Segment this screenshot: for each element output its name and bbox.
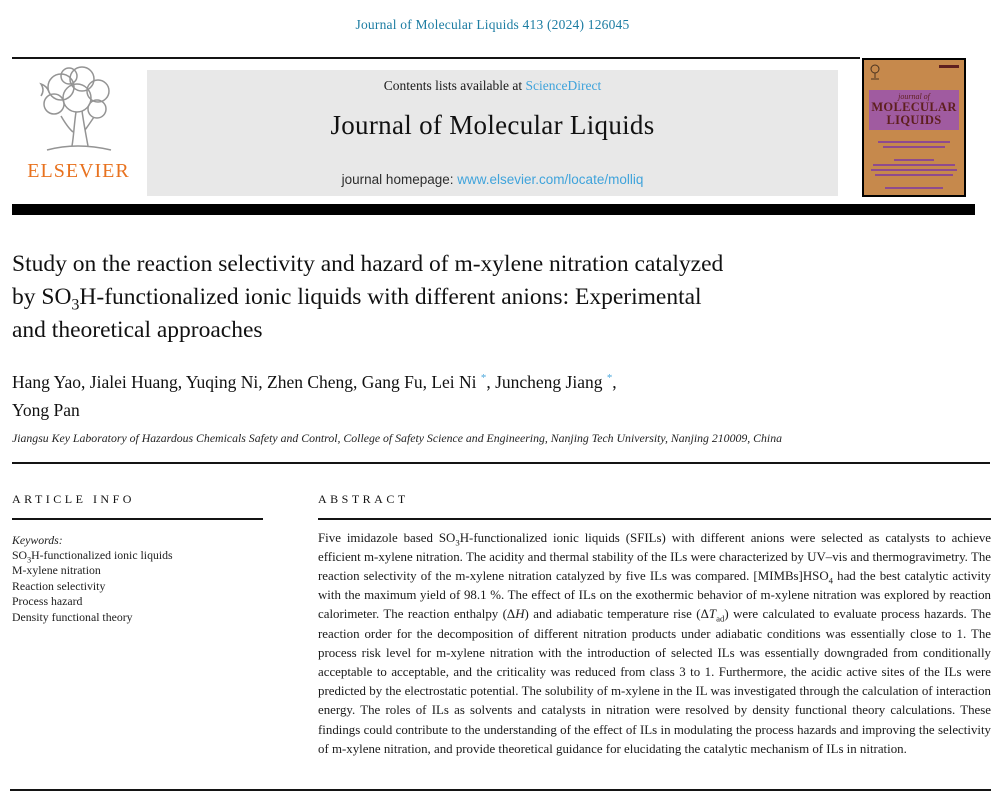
page-bottom-divider (10, 789, 991, 791)
cover-tree-emblem-icon (869, 64, 881, 80)
cover-editors-bars (864, 156, 964, 176)
abstract-text: Five imidazole based $SO_3H$-functionalized ionic liquids (SFILs) with different anions were selected as catalysts to achieve efficient m-xylene nitration. The acidity and thermal stability of the ILs were characterized by UV–vis and thermogravimetry. The reaction selectivity of the m-xylene nitration catalyzed by five ILs was compared. $[MIMBs]HSO_4$ had the best catalytic activity with the maximum yield of 98.1 %. The effect of ILs on the exothermic behavior of m-xylene nitration was explored by reaction calorimeter. The reaction enthalpy (ΔH) and adiabatic temperature rise $(\Delta T_{ad})$ were calculated to evaluate process hazards. The reaction order for the decomposition of different nitration products under adiabatic conditions was essentially close to 1. The process risk level for m-xylene nitration with the introduction of selected ILs was essentially downgraded from conditionally acceptable to acceptable, and the criticality was reduced from class 3 to 1. Furthermore, the acidic active sites of the ILs were predicted by the electrostatic potential. The solubility of m-xylene in the IL was investigated through the calculation of interaction energy. The roles of ILs as solvents and catalysts in nitration were resolved by density functional theory calculations. These findings could contribute to the understanding of the effect of ILs in modulating the process hazards and improving the selectivity of m-xylene nitration, and provide theoretical guidance for elucidating the catalytic mechanism of ILs in nitration. (318, 530, 991, 756)
title-section-divider (12, 462, 990, 464)
cover-url-bar (864, 184, 964, 189)
author-affiliation: Jiangsu Key Laboratory of Hazardous Chemicals Safety and Control, College of Safety Science and Engineering, Nanjing Tech University, Nanjing 210009, China (12, 431, 783, 445)
elsevier-wordmark: ELSEVIER (27, 160, 130, 182)
article-info-column (12, 492, 263, 625)
cover-journal-of-text: journal of (898, 92, 930, 101)
abstract-heading: ABSTRACT (318, 492, 409, 506)
keyword-item: Process hazard (12, 594, 83, 608)
keyword-item: Reaction selectivity (12, 578, 106, 593)
homepage-url-link[interactable]: www.elsevier.com/locate/molliq (457, 172, 644, 187)
article-info-heading: ARTICLE INFO (12, 492, 135, 506)
keyword-item: Density functional theory (12, 609, 133, 624)
article-title: Study on the reaction selectivity and hazard of m-xylene nitration catalyzed by $SO_3H$-functionalized ionic liquids with different anions: Experimental and theoretical approaches (12, 251, 724, 343)
masthead-bottom-bar (12, 204, 975, 215)
journal-title: Journal of Molecular Liquids (330, 110, 655, 140)
journal-cover-thumbnail[interactable] (862, 58, 966, 197)
elsevier-tree-icon (31, 62, 127, 158)
cover-issue-text-bar (939, 65, 959, 68)
keywords-list (12, 548, 263, 626)
author-list: Hang Yao, Jialei Huang, Yuqing Ni, Zhen Cheng, Gang Fu, Lei Ni *, Juncheng Jiang *, Yong Pan (12, 372, 617, 420)
keyword-item: M-xylene nitration (12, 563, 101, 577)
abstract-heading-rule (318, 518, 991, 520)
cover-subtitle-bars (864, 138, 964, 148)
publisher-logo-block (12, 62, 145, 202)
abstract-column (318, 492, 991, 759)
cover-title-line-liquids: LIQUIDS (886, 113, 942, 127)
contents-list-label: Contents lists available at (383, 78, 523, 93)
homepage-label: journal homepage: (341, 172, 454, 187)
header-top-divider (12, 57, 860, 59)
journal-homepage-line (147, 172, 838, 187)
sciencedirect-link[interactable]: ScienceDirect (525, 78, 602, 93)
keywords-label: Keywords: (12, 532, 63, 547)
keyword-item: $SO_3H$-functionalized ionic liquids (12, 547, 173, 564)
cover-title-band (869, 90, 959, 130)
cover-title-line-molecular: MOLECULAR (871, 100, 957, 114)
page-header-citation: Journal of Molecular Liquids 413 (2024) 126045 (355, 17, 630, 32)
article-info-heading-rule (12, 518, 263, 520)
journal-masthead-banner (147, 70, 838, 196)
contents-list-line (147, 78, 838, 94)
